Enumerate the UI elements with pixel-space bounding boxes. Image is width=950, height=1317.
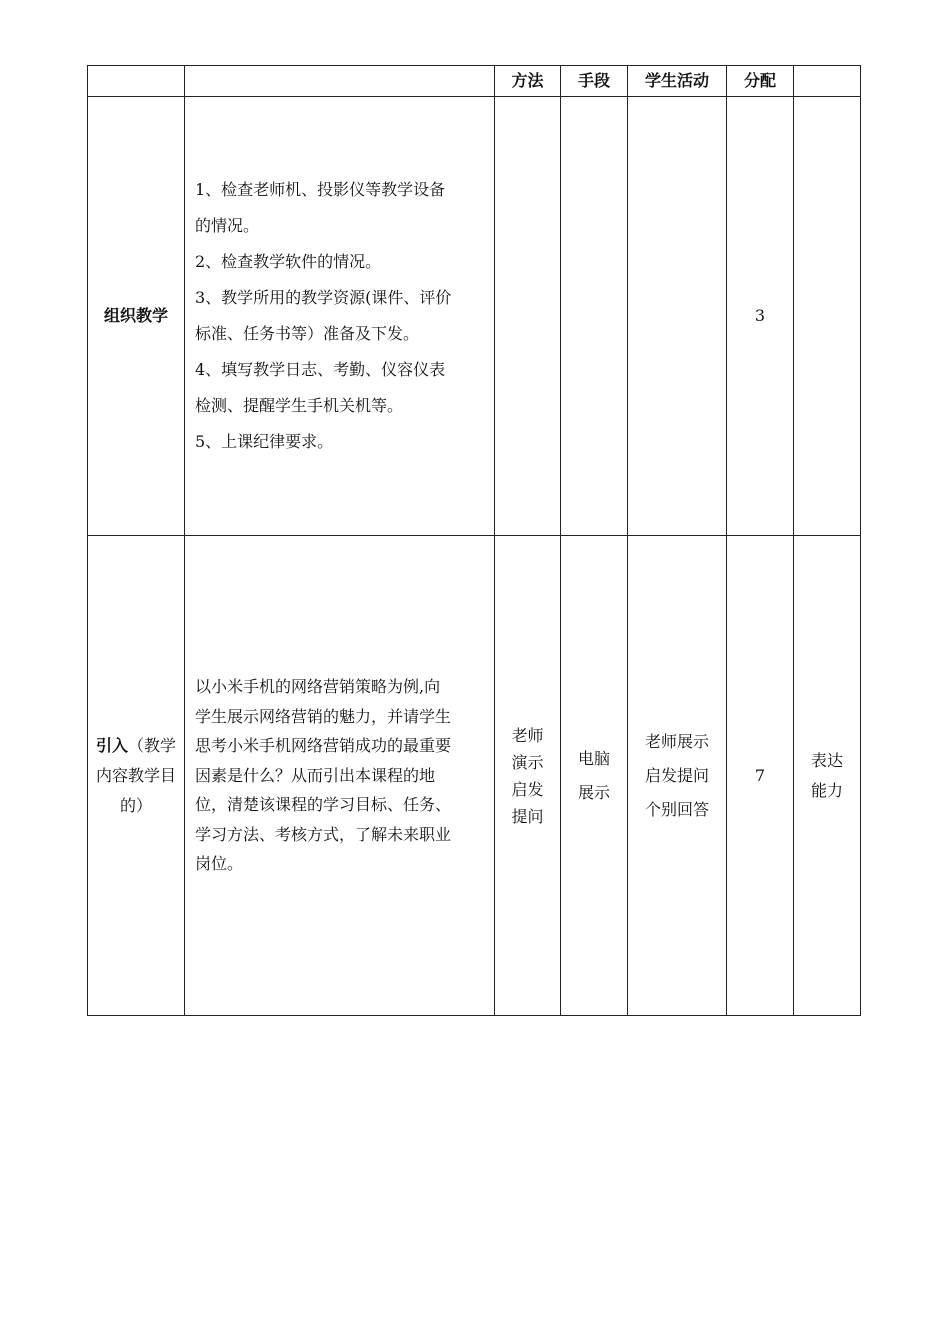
header-ability: [794, 66, 861, 97]
header-stage: [88, 66, 185, 97]
content-line: 1、检查老师机、投影仪等教学设备: [195, 180, 446, 199]
content-line: 岗位。: [195, 854, 244, 874]
content-line: 3、教学所用的教学资源(课件、评价: [195, 288, 452, 307]
content-cell: [185, 97, 495, 536]
header-content: [185, 66, 495, 97]
time-cell: [727, 97, 794, 536]
header-time: 分配: [727, 66, 794, 97]
content-line: 思考小米手机网络营销成功的最重要: [195, 736, 452, 756]
ability-line: 能力: [810, 780, 843, 800]
content-line: 因素是什么？从而引出本课程的地: [195, 765, 436, 785]
content-line: 学习方法、考核方式，了解未来职业: [195, 824, 452, 844]
student-activity-cell: [628, 97, 727, 536]
means-line: 电脑: [577, 748, 610, 768]
content-line: 的情况。: [195, 216, 260, 235]
method-line: 启发: [511, 779, 544, 799]
time-value: 3: [754, 306, 766, 325]
means-line: 展示: [577, 782, 610, 802]
ability-line: 表达: [810, 750, 843, 770]
stage-cell: [88, 97, 185, 536]
means-cell: [561, 97, 628, 536]
method-cell: [495, 536, 561, 1016]
stage-label: 引入: [95, 735, 128, 755]
content-line: 2、检查教学软件的情况。: [195, 252, 382, 271]
content-line: 位，清楚该课程的学习目标、任务、: [195, 795, 452, 815]
header-student-activity: 学生活动: [628, 66, 727, 97]
header-means: 手段: [561, 66, 628, 97]
stage-label: 组织教学: [103, 306, 168, 325]
activity-line: 老师展示: [644, 731, 709, 751]
method-line: 提问: [511, 806, 544, 826]
ability-cell: [794, 97, 861, 536]
content-cell: [185, 536, 495, 1016]
activity-line: 启发提问: [644, 765, 709, 785]
method-line: 老师: [511, 725, 544, 745]
header-method: 方法: [495, 66, 561, 97]
activity-line: 个别回答: [644, 799, 709, 819]
lesson-plan-table: [87, 65, 861, 1016]
content-line: 以小米手机的网络营销策略为例,向: [195, 677, 441, 697]
content-line: 5、上课纪律要求。: [195, 432, 334, 451]
time-value: 7: [754, 765, 766, 785]
stage-cell: [88, 536, 185, 1016]
table-row: [88, 536, 861, 1016]
ability-cell: [794, 536, 861, 1016]
header-row: [88, 66, 861, 97]
content-line: 4、填写教学日志、考勤、仪容仪表: [195, 360, 446, 379]
method-cell: [495, 97, 561, 536]
content-line: 学生展示网络营销的魅力，并请学生: [195, 706, 452, 726]
means-cell: [561, 536, 628, 1016]
content-line: 标准、任务书等）准备及下发。: [195, 324, 420, 343]
student-activity-cell: [628, 536, 727, 1016]
method-line: 演示: [511, 752, 544, 772]
stage-note: （教学内容教学目的）: [95, 735, 177, 815]
content-line: 检测、提醒学生手机关机等。: [195, 396, 404, 415]
table-row: [88, 97, 861, 536]
time-cell: [727, 536, 794, 1016]
